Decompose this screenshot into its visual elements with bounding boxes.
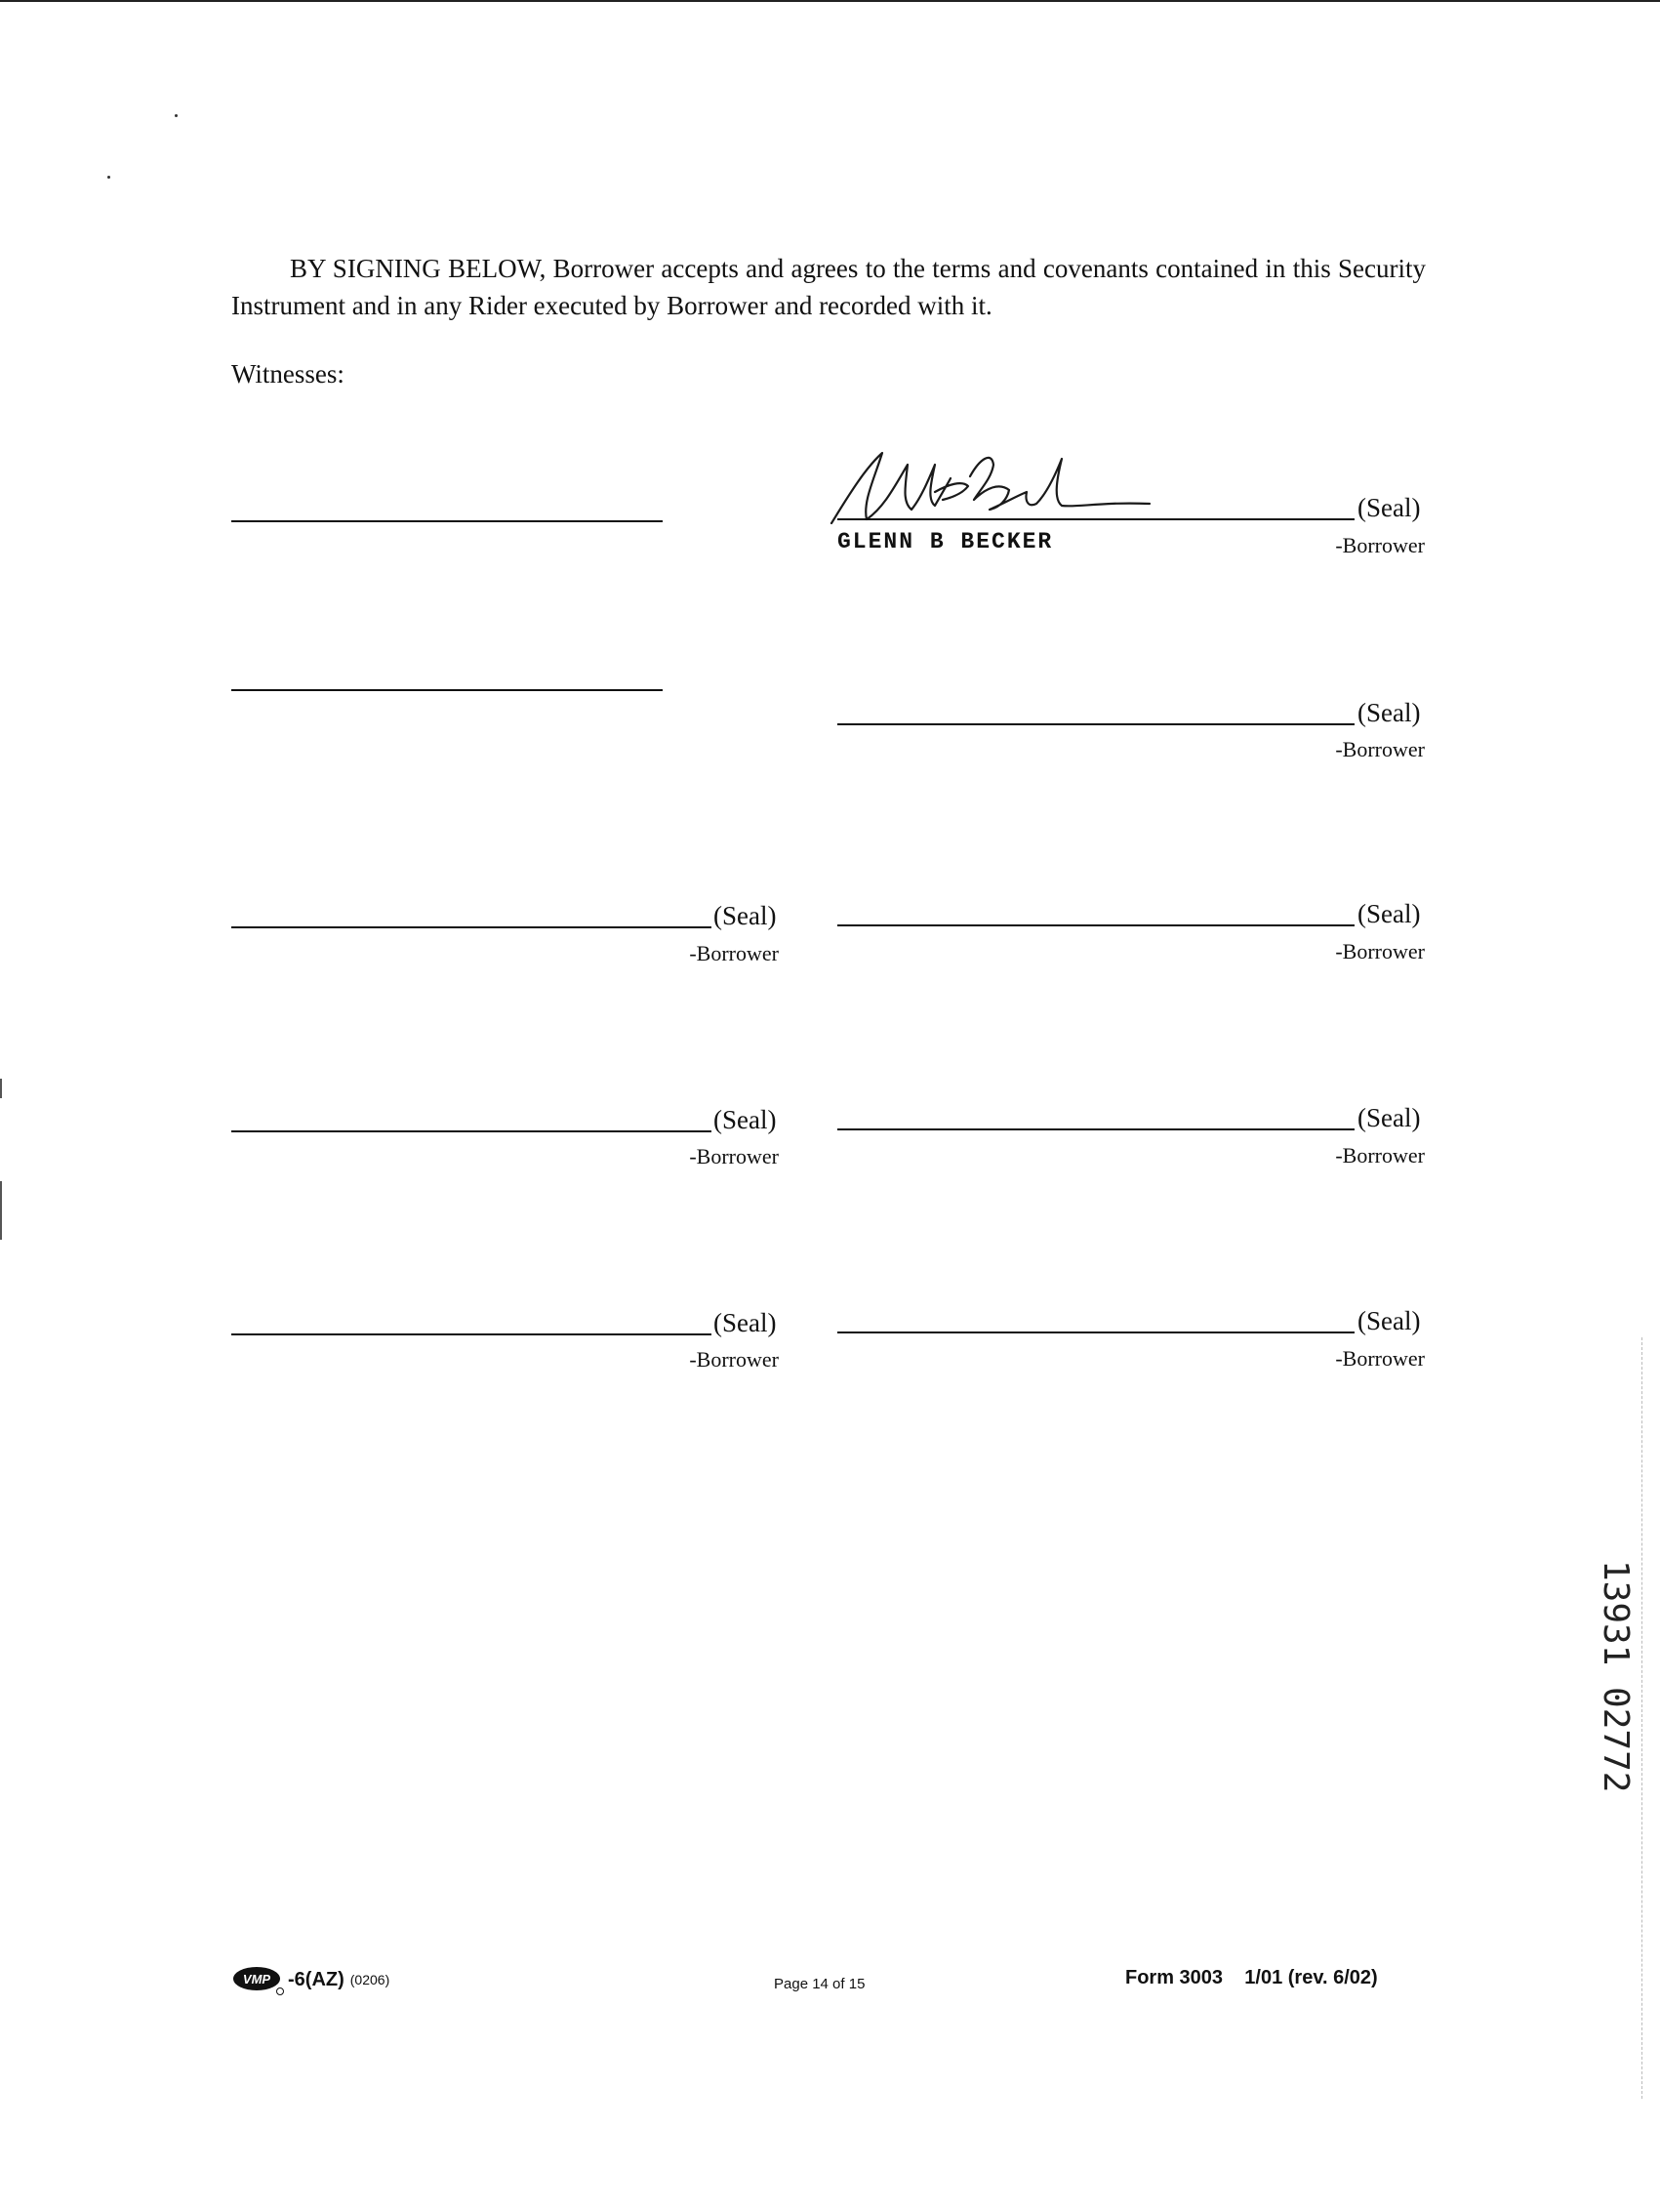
borrower-signature-line bbox=[837, 723, 1355, 725]
seal-label: (Seal) bbox=[713, 901, 777, 930]
witness-signature-line bbox=[231, 520, 663, 522]
scan-edge-mark bbox=[0, 1079, 2, 1098]
signing-statement-text: BY SIGNING BELOW, Borrower accepts and agrees to the terms and covenants contained in this Security Instrument and in any Rider executed by Borrower and recorded with it. bbox=[231, 254, 1426, 320]
witness-signature-line bbox=[231, 689, 663, 691]
form-identifier bbox=[231, 1964, 389, 1995]
borrower-role-label: -Borrower bbox=[689, 1144, 779, 1168]
borrower-signature-line bbox=[231, 1333, 711, 1335]
borrower-signature-line bbox=[837, 1128, 1355, 1130]
borrower-role-label: -Borrower bbox=[1335, 533, 1425, 557]
borrower-signature-line bbox=[231, 1130, 711, 1132]
signing-statement bbox=[231, 250, 1426, 324]
handwritten-signature bbox=[828, 439, 1179, 529]
borrower-signature-line bbox=[837, 518, 1355, 520]
borrower-role-label: -Borrower bbox=[1335, 737, 1425, 761]
borrower-name: GLENN B BECKER bbox=[837, 529, 1054, 554]
scan-edge-mark bbox=[0, 1181, 2, 1240]
witnesses-label: Witnesses: bbox=[231, 359, 344, 389]
borrower-role-label: -Borrower bbox=[1335, 1346, 1425, 1371]
borrower-signature-line bbox=[837, 924, 1355, 926]
borrower-signature-line bbox=[231, 926, 711, 928]
borrower-role-label: -Borrower bbox=[1335, 1143, 1425, 1167]
scan-speck bbox=[175, 114, 178, 117]
seal-label: (Seal) bbox=[1357, 1103, 1421, 1132]
seal-label: (Seal) bbox=[713, 1105, 777, 1134]
seal-label: (Seal) bbox=[713, 1308, 777, 1337]
scan-right-edge bbox=[1641, 1337, 1642, 2099]
form-revision-code: (0206) bbox=[349, 1972, 390, 1987]
borrower-role-label: -Borrower bbox=[689, 941, 779, 965]
borrower-role-label: -Borrower bbox=[1335, 939, 1425, 963]
borrower-signature-line bbox=[837, 1331, 1355, 1333]
vmp-logo-icon bbox=[231, 1964, 286, 1995]
seal-label: (Seal) bbox=[1357, 899, 1421, 928]
scan-speck bbox=[107, 176, 110, 179]
scan-top-edge bbox=[0, 0, 1660, 2]
recording-number-stamp: 13931 02772 bbox=[1596, 1560, 1636, 1793]
borrower-role-label: -Borrower bbox=[689, 1347, 779, 1372]
seal-label: (Seal) bbox=[1357, 698, 1421, 727]
seal-label: (Seal) bbox=[1357, 1306, 1421, 1335]
page-number: Page 14 of 15 bbox=[774, 1976, 866, 1992]
form-code: -6(AZ) bbox=[288, 1968, 344, 1990]
form-number: Form 3003 1/01 (rev. 6/02) bbox=[1125, 1967, 1378, 1988]
svg-text:VMP: VMP bbox=[242, 1972, 271, 1987]
seal-label: (Seal) bbox=[1357, 493, 1421, 522]
